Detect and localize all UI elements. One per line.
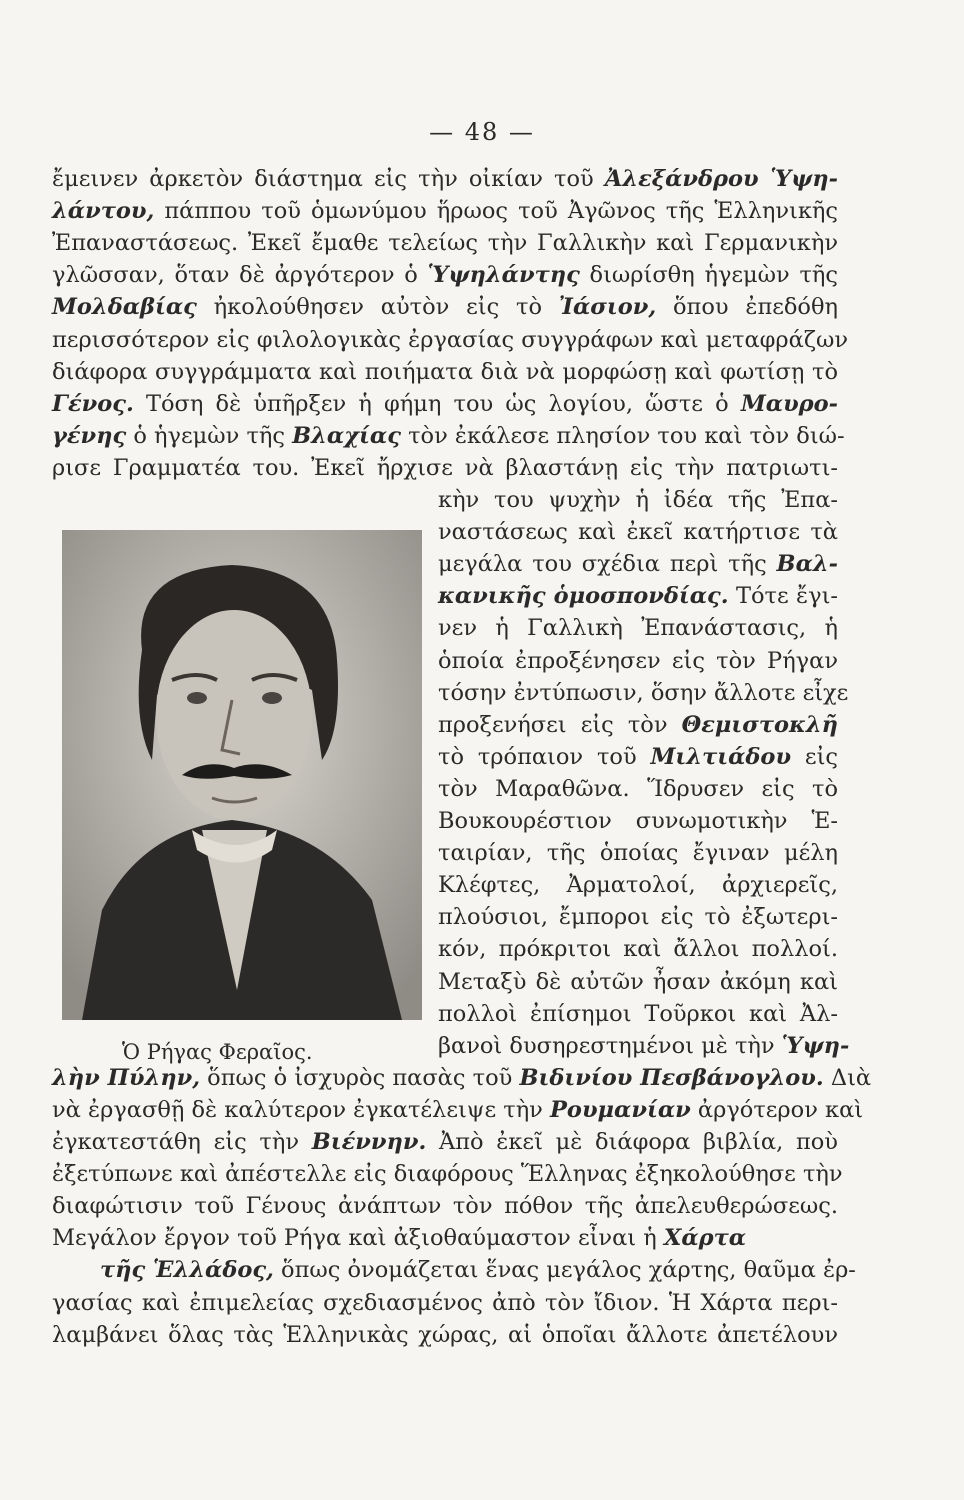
text-line: περισσότερον εἰς φιλολογικὰς ἐργασίας συγγράφων καὶ μεταφράζων xyxy=(52,327,849,353)
text-line: βανοὶ δυσηρεστημένοι μὲ τὴν Ὑψη- xyxy=(438,1033,850,1059)
portrait-caption: Ὁ Ρήγας Φεραῖος. xyxy=(122,1040,313,1064)
text-line: διαφώτισιν τοῦ Γένους ἀνάπτων τὸν πόθον τῆς ἀπελευθερώσεως. xyxy=(52,1193,838,1219)
text-line: κανικῆς ὁμοσπονδίας. Τότε ἔγι- xyxy=(438,583,838,609)
text-line: ναστάσεως καὶ ἐκεῖ κατήρτισε τὰ xyxy=(438,519,838,545)
text-line: διάφορα συγγράμματα καὶ ποιήματα διὰ νὰ μορφώσῃ καὶ φωτίσῃ τὸ xyxy=(52,359,838,385)
text-line: γασίας καὶ ἐπιμελείας σχεδιασμένος ἀπὸ τὸν ἴδιον. Ἡ Χάρτα περι- xyxy=(52,1290,838,1316)
text-line: τῆς Ἑλλάδος, ὅπως ὀνομάζεται ἕνας μεγάλος χάρτης, θαῦμα ἐρ- xyxy=(100,1257,856,1283)
text-line: ρισε Γραμματέα του. Ἐκεῖ ἤρχισε νὰ βλαστάνῃ εἰς τὴν πατριωτι- xyxy=(52,455,838,481)
text-line: πολλοὶ ἐπίσημοι Τοῦρκοι καὶ Ἀλ- xyxy=(438,1001,838,1027)
text-line: λαμβάνει ὅλας τὰς Ἑλληνικὰς χώρας, αἱ ὁποῖαι ἄλλοτε ἀπετέλουν xyxy=(52,1322,838,1348)
text-line: ἐγκατεστάθη εἰς τὴν Βιέννην. Ἀπὸ ἐκεῖ μὲ διάφορα βιβλία, ποὺ xyxy=(52,1129,838,1155)
page-number: — 48 — xyxy=(429,118,535,146)
text-line: κόν, πρόκριτοι καὶ ἄλλοι πολλοί. xyxy=(438,936,838,962)
text-line: λάντου, πάππου τοῦ ὁμωνύμου ἥρωος τοῦ Ἀγῶνος τῆς Ἑλληνικῆς xyxy=(52,198,838,224)
portrait-image xyxy=(62,530,422,1020)
text-line: Μολδαβίας ἠκολούθησεν αὐτὸν εἰς τὸ Ἰάσιον, ὅπου ἐπεδόθη xyxy=(52,294,839,320)
text-line: γένης ὁ ἡγεμὼν τῆς Βλαχίας τὸν ἐκάλεσε πλησίον του καὶ τὸν διώ- xyxy=(52,423,845,449)
text-line: Γένος. Τόση δὲ ὑπῆρξεν ἡ φήμη του ὡς λογίου, ὥστε ὁ Μαυρο- xyxy=(52,391,838,417)
text-line: Μεταξὺ δὲ αὐτῶν ἦσαν ἀκόμη καὶ xyxy=(438,969,838,995)
text-line: νεν ἡ Γαλλικὴ Ἐπανάστασις, ἡ xyxy=(438,615,838,641)
text-line: γλῶσσαν, ὅταν δὲ ἀργότερον ὁ Ὑψηλάντης διωρίσθη ἡγεμὼν τῆς xyxy=(52,262,838,288)
text-line: ταιρίαν, τῆς ὁποίας ἔγιναν μέλη xyxy=(438,840,838,866)
text-line: λὴν Πύλην, ὅπως ὁ ἰσχυρὸς πασὰς τοῦ Βιδινίου Πεσβάνογλου. Διὰ xyxy=(52,1065,872,1091)
text-line: ἔμεινεν ἀρκετὸν διάστημα εἰς τὴν οἰκίαν τοῦ Ἀλεξάνδρου Ὑψη- xyxy=(52,166,838,192)
text-line: Κλέφτες, Ἀρματολοί, ἀρχιερεῖς, xyxy=(438,872,838,898)
text-line: νὰ ἐργασθῇ δὲ καλύτερον ἐγκατέλειψε τὴν Ρουμανίαν ἀργότερον καὶ xyxy=(52,1097,864,1123)
text-line: πλούσιοι, ἔμποροι εἰς τὸ ἐξωτερι- xyxy=(438,904,838,930)
text-line: μεγάλα του σχέδια περὶ τῆς Βαλ- xyxy=(438,551,838,577)
text-line: τόσην ἐντύπωσιν, ὅσην ἄλλοτε εἶχε xyxy=(438,680,849,706)
text-line: ἐξετύπωνε καὶ ἀπέστελλε εἰς διαφόρους Ἕλληνας ἐξηκολούθησε τὴν xyxy=(52,1161,843,1187)
text-line: ὁποία ἐπροξένησεν εἰς τὸν Ρήγαν xyxy=(438,648,838,674)
text-line: τὸν Μαραθῶνα. Ἵδρυσεν εἰς τὸ xyxy=(438,776,838,802)
text-line: Βουκουρέστιον συνωμοτικὴν Ἑ- xyxy=(438,808,838,834)
text-line: κὴν του ψυχὴν ἡ ἰδέα τῆς Ἐπα- xyxy=(438,487,838,513)
text-line: τὸ τρόπαιον τοῦ Μιλτιάδου εἰς xyxy=(438,744,839,770)
text-line: Μεγάλον ἔργον τοῦ Ρήγα καὶ ἀξιοθαύμαστον εἶναι ἡ Χάρτα xyxy=(52,1225,747,1251)
text-line: προξενήσει εἰς τὸν Θεμιστοκλῆ xyxy=(438,712,838,738)
text-line: Ἐπαναστάσεως. Ἐκεῖ ἔμαθε τελείως τὴν Γαλλικὴν καὶ Γερμανικὴν xyxy=(52,230,838,256)
